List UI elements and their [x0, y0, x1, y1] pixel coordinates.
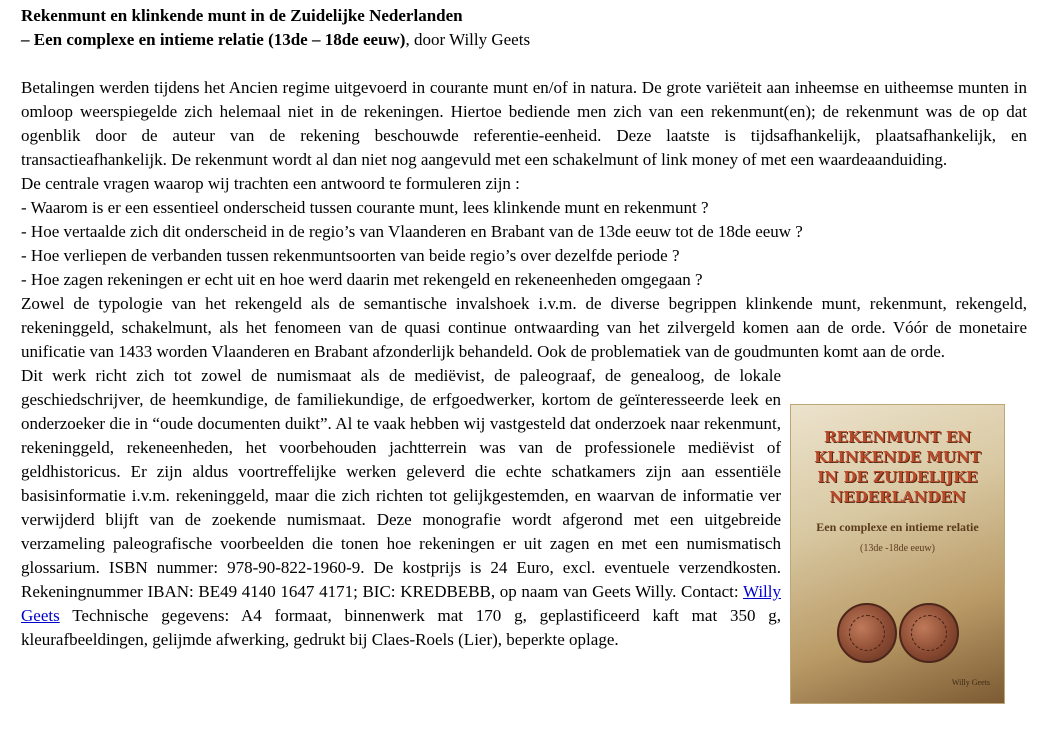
coin-icon [837, 603, 897, 663]
questions-intro: De centrale vragen waarop wij trachten een antwoord te formuleren zijn : [21, 174, 520, 193]
cover-title-line: REKENMUNT EN [823, 428, 971, 446]
question-3: - Hoe verliepen de verbanden tussen rekenmuntsoorten van beide regio’s over dezelfde periode ? [21, 246, 680, 265]
cover-author: Willy Geets [951, 678, 990, 687]
technical-details: Technische gegevens: A4 formaat, binnenwerk mat 170 g, geplastificeerd kaft mat 350 g, kleurafbeeldingen, gelijmde afwerking, gedrukt bij Claes-Roels (Lier), beperkte oplage. [21, 606, 781, 649]
cover-title [791, 427, 1004, 507]
cover-subtitle: Een complexe en intieme relatie [816, 520, 979, 534]
question-2: - Hoe vertaalde zich dit onderscheid in de regio’s van Vlaanderen en Brabant van de 13de eeuw tot de 18de eeuw ? [21, 222, 803, 241]
contact-link[interactable]: Willy Geets [21, 582, 781, 625]
title-line-1: Rekenmunt en klinkende munt in de Zuidelijke Nederlanden [21, 6, 463, 25]
intro-paragraph: Betalingen werden tijdens het Ancien regime uitgevoerd in courante munt en/of in natura. De grote variëteit aan inheemse en uitheemse munten in omloop weerspiegelde zich helemaal niet in de rekeningen. Hiertoe bediende men zich van een rekenmunt(en); de rekenmunt was de op dat ogenblik door de auteur van de rekening beschouwde referentie-eenheid. Deze laatste is tijdsafhankelijk, plaatsafhankelijk, en transactieafhankelijk. De rekenmunt wordt al dan niet nog aangevuld met een schakelmunt of link money of met een waardeaanduiding. [21, 78, 1027, 169]
article-title [21, 4, 1027, 52]
cover-title-line: KLINKENDE MUNT [814, 448, 981, 466]
cover-years: (13de -18de eeuw) [860, 543, 935, 554]
audience-text: Dit werk richt zich tot zowel de numismaat als de mediëvist, de paleograaf, de genealoog, de lokale geschiedschrijver, de heemkundige, de familiekundige, de erfgoedwerker, kortom de geïnteresseerde leek en onderzoeker die in “oude documenten duikt”. Al te vaak hebben wij vastgesteld dat onderzoek naar rekenmunt, rekeninggeld, rekeneenheden, het voorbehouden jachtterrein was van de professionele mediëvist of geldhistoricus. Er zijn aldus voortreffelijke werken geleverd die echte schatkamers zijn aan essentiële basisinformatie i.v.m. rekeninggeld, maar die zich richten tot gelijkgestemden, en waarvan de informatie ver verwijderd blijft van de zoekende numismaat. Deze monografie wordt afgerond met een uitgebreide verzameling paleografische voorbeelden die tonen hoe rekeningen er uit zagen en met een numismatisch glossarium. ISBN nummer: 978-90-822-1960-9. De kostprijs is 24 Euro, excl. eventuele verzendkosten. Rekeningnummer IBAN: BE49 4140 1647 4171; BIC: KREDBEBB, op naam van Geets Willy. Contact: [21, 366, 781, 601]
audience-paragraph [21, 364, 781, 652]
question-4: - Hoe zagen rekeningen er echt uit en hoe werd daarin met rekengeld en rekeneenheden omgegaan ? [21, 270, 703, 289]
title-line-2: – Een complexe en intieme relatie (13de – 18de eeuw) [21, 30, 406, 49]
cover-title-line: NEDERLANDEN [829, 488, 966, 506]
title-author: , door Willy Geets [405, 30, 531, 49]
book-cover-image [791, 405, 1004, 703]
typology-paragraph: Zowel de typologie van het rekengeld als de semantische invalshoek i.v.m. de diverse begrippen klinkende munt, rekenmunt, rekengeld, rekeninggeld, schakelmunt, als het fenomeen van de quasi continue ontwaarding van het zilvergeld komen aan de orde. Vóór de monetaire unificatie van 1433 worden Vlaanderen en Brabant afzonderlijk behandeld. Ook de problematiek van de goudmunten komt aan de orde. [21, 294, 1027, 361]
coin-icon [899, 603, 959, 663]
cover-title-line: IN DE ZUIDELIJKE [817, 468, 978, 486]
question-1: - Waarom is er een essentieel onderscheid tussen courante munt, lees klinkende munt en rekenmunt ? [21, 198, 709, 217]
